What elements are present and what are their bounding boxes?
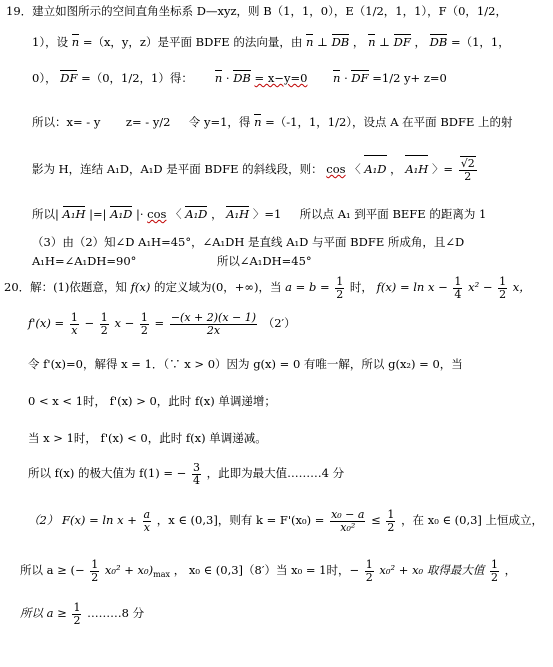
vec-A1D-3: A₁D xyxy=(185,207,208,221)
frac-k xyxy=(330,509,365,534)
p19-l2g: =（1，1， xyxy=(450,35,510,49)
p20-l4: 0 < x < 1时， f'(x) > 0，此时 f(x) 单调递增； xyxy=(28,394,276,408)
vec-DF: DF xyxy=(393,35,411,49)
p20-ab: a = b = xyxy=(285,280,330,294)
frac-3-num: 3 xyxy=(192,460,200,474)
frac-half-num-7: 1 xyxy=(365,557,373,571)
frac-num xyxy=(459,158,477,171)
frac-half-num-8: 1 xyxy=(490,557,498,571)
vec-DB-3: DB xyxy=(233,71,251,85)
frac-big xyxy=(170,312,257,337)
p20-l2c: （2′） xyxy=(262,316,296,330)
p20-l7a: （2） F(x) = ln x + xyxy=(28,513,137,527)
p20-l1b: 的定义域为(0，+∞)，当 xyxy=(153,280,282,294)
p19-l6h: 所以点 A₁ 到平面 BEFE 的距离为 1 xyxy=(299,207,487,221)
p20-l6a: 所以 f(x) 的极大值为 f(1) = − xyxy=(28,466,187,480)
vec-DF-2: DF xyxy=(60,71,78,85)
frac-half-7 xyxy=(365,559,374,584)
p20-l6b: ，此即为最大值………4 分 xyxy=(206,466,345,480)
frac-1x-den: x xyxy=(71,323,78,337)
frac-half-den-9: 2 xyxy=(73,613,81,627)
vec-n: n xyxy=(71,35,80,49)
p19-l4d: =（-1，1，1/2），设点 A 在平面 BDFE 上的射 xyxy=(265,115,513,129)
frac-quarter xyxy=(453,276,462,301)
sub-max: max xyxy=(153,570,171,579)
frac-half-den-2: 2 xyxy=(499,287,507,301)
frac-quarter-den: 4 xyxy=(454,287,462,301)
frac-half-2 xyxy=(498,276,507,301)
perp-1: ⊥ xyxy=(317,35,328,49)
p20-line5 xyxy=(28,430,267,446)
frac-half-num-9: 1 xyxy=(73,600,81,614)
p19-line2 xyxy=(32,34,510,50)
p19-l6a: 所以| xyxy=(32,207,59,221)
p19-l4c: 令 y=1，得 xyxy=(188,115,251,129)
p19-l7: （3）由（2）知∠D A₁H=45°，∠A₁DH 是直线 A₁D 与平面 BDFE 所成角，且∠D xyxy=(32,235,465,249)
vec-A1D: A₁D xyxy=(364,155,386,183)
p19-line4 xyxy=(32,114,513,130)
p19-l8b: 所以∠A₁DH=45° xyxy=(216,254,312,268)
angle-close-1: 〉= xyxy=(431,162,454,176)
p20-l5: 当 x > 1时， f'(x) < 0，此时 f(x) 单调递减。 xyxy=(28,431,267,445)
frac-half-den-4: 2 xyxy=(140,323,148,337)
angle-open-2: 〈 xyxy=(170,207,182,221)
minus-1: − xyxy=(84,316,95,330)
frac-big-num: −(x + 2)(x − 1) xyxy=(170,310,257,324)
p19-l3f: =1/2 y+ z=0 xyxy=(372,71,447,85)
p19-line8 xyxy=(32,253,312,269)
frac-half-den-8: 2 xyxy=(490,570,498,584)
p19-line1 xyxy=(6,3,507,19)
frac-4-den: 4 xyxy=(192,473,200,487)
p20-l1a: 20．解：(1)依题意，知 xyxy=(4,280,127,294)
frac-3-4 xyxy=(192,462,201,487)
vec-A1H-2: A₁H xyxy=(62,207,86,221)
frac-half-6 xyxy=(90,559,99,584)
frac-half-den: 2 xyxy=(336,287,344,301)
p19-l4a: 所以：x= - y xyxy=(32,115,101,129)
p20-l1e: x² − xyxy=(468,280,493,294)
frac-half-num: 1 xyxy=(336,274,344,288)
vec-n-2: n xyxy=(306,35,314,49)
p19-line5 xyxy=(32,155,479,183)
frac-half-num-2: 1 xyxy=(499,274,507,288)
vec-DB: DB xyxy=(331,35,350,49)
p19-l6c: |· xyxy=(135,207,144,221)
comma-3: ， xyxy=(390,162,402,176)
p20-l8a: 所以 a ≥ (− xyxy=(20,563,85,577)
p19-l3d: = x−y=0 xyxy=(254,71,308,85)
p19-l3a: 0）， xyxy=(32,71,57,85)
p19-l6g: 〉=1 xyxy=(252,207,282,221)
p19-l3b: =（0，1/2，1）得： xyxy=(81,71,193,85)
p19-l6b: |=| xyxy=(89,207,107,221)
vec-n-5: n xyxy=(333,71,341,85)
frac-quarter-num: 1 xyxy=(454,274,462,288)
frac-a-num: a xyxy=(143,507,151,521)
frac-half-1 xyxy=(335,276,344,301)
p20-l8b: x₀² + x₀) xyxy=(104,563,154,577)
frac-1x-num: 1 xyxy=(70,310,78,324)
vec-DB-2: DB xyxy=(429,35,448,49)
frac-k-num: x₀ − a xyxy=(331,507,365,521)
p19-l4b: z= - y/2 xyxy=(125,115,171,129)
cos-2: cos xyxy=(147,207,167,221)
frac-sqrt2-over-2 xyxy=(459,158,477,183)
p20-l7b: ，x ∈ (0,3]，则有 k = F'(x₀) = xyxy=(156,513,325,527)
p19-line6 xyxy=(32,206,486,222)
comma-1: ， xyxy=(352,35,365,49)
frac-big-den: 2x xyxy=(206,323,221,337)
p20-l1c: 时， xyxy=(349,280,373,294)
p19-l8a: A₁H=∠A₁DH=90° xyxy=(32,254,137,268)
comma-2: ， xyxy=(414,35,426,49)
frac-half-num-6: 1 xyxy=(91,557,99,571)
equals-1: = xyxy=(154,316,165,330)
p19-l5a: 影为 H，连结 A₁D，A₁D 是平面 BDFE 的斜线段，则： xyxy=(32,162,323,176)
le-1: ≤ xyxy=(371,513,381,527)
frac-half-den-6: 2 xyxy=(91,570,99,584)
p20-line3 xyxy=(28,356,463,372)
frac-half-den-3: 2 xyxy=(100,323,108,337)
p20-line9 xyxy=(20,598,144,628)
cos-1: cos xyxy=(326,162,346,176)
p20-l1d: f(x) = ln x − xyxy=(376,280,448,294)
p20-l8c: ， x₀ ∈ (0,3]（8′）当 x₀ = 1时，− xyxy=(173,563,360,577)
vec-A1H-3: A₁H xyxy=(226,207,250,221)
frac-1-over-x xyxy=(70,312,79,337)
perp-2: ⊥ xyxy=(379,35,390,49)
vec-n-3: n xyxy=(368,35,376,49)
frac-a-over-x xyxy=(143,509,152,534)
p20-line1 xyxy=(4,272,531,302)
p20-line7 xyxy=(28,505,543,535)
frac-half-9 xyxy=(72,602,81,627)
vec-DF-3: DF xyxy=(351,71,369,85)
frac-half-num-5: 1 xyxy=(387,507,395,521)
vec-A1H: A₁H xyxy=(405,155,428,183)
frac-half-5 xyxy=(386,509,395,534)
p19-line7 xyxy=(32,234,464,250)
dot-2: · xyxy=(344,71,348,85)
vec-n-6: n xyxy=(254,115,262,129)
p20-fx: f(x) xyxy=(130,280,151,294)
vec-A1D-2: A₁D xyxy=(110,207,133,221)
frac-half-4 xyxy=(140,312,149,337)
comma-4: ， xyxy=(211,207,223,221)
p19-l2a: 1），设 xyxy=(32,35,69,49)
p20-l9b: ………8 分 xyxy=(87,606,145,620)
p20-line2 xyxy=(28,308,296,338)
frac-half-den-7: 2 xyxy=(365,570,373,584)
p19-line1-text: 19．建立如图所示的空间直角坐标系 D—xyz，则 B（1，1，0），E（1/2，1，1），F（0，1/2， xyxy=(6,4,507,18)
p20-l2b: x − xyxy=(114,316,135,330)
p20-l2a: f'(x) = xyxy=(28,316,65,330)
frac-x-den: x xyxy=(143,520,150,534)
p20-l8e: ， xyxy=(504,563,517,577)
p20-line4 xyxy=(28,393,276,409)
frac-den: 2 xyxy=(464,169,472,183)
frac-half-den-5: 2 xyxy=(387,520,395,534)
frac-half-8 xyxy=(490,559,499,584)
p19-l2b: =（x，y，z）是平面 BDFE 的法向量，由 xyxy=(82,35,303,49)
frac-half-3 xyxy=(100,312,109,337)
p20-l1f: x， xyxy=(512,280,531,294)
frac-k-den: x₀² xyxy=(340,520,356,534)
p20-l3: 令 f'(x)=0，解得 x = 1．（∵ x > 0）因为 g(x) = 0 有唯一解，所以 g(x₂) = 0，当 xyxy=(28,357,463,371)
angle-open-1: 〈 xyxy=(349,162,361,176)
p20-line8 xyxy=(20,555,516,590)
p20-l7c: ，在 x₀ ∈ (0,3] 上恒成立， xyxy=(401,513,544,527)
p20-line6 xyxy=(28,458,344,488)
p20-l9a: 所以 a ≥ xyxy=(20,606,67,620)
sqrt2: √2 xyxy=(460,156,475,170)
dot-1: · xyxy=(225,71,230,85)
frac-half-num-3: 1 xyxy=(100,310,108,324)
frac-half-num-4: 1 xyxy=(140,310,148,324)
vec-n-4: n xyxy=(214,71,223,85)
p19-line3 xyxy=(32,70,447,86)
p20-l8d: x₀² + x₀ 取得最大值 xyxy=(379,563,485,577)
